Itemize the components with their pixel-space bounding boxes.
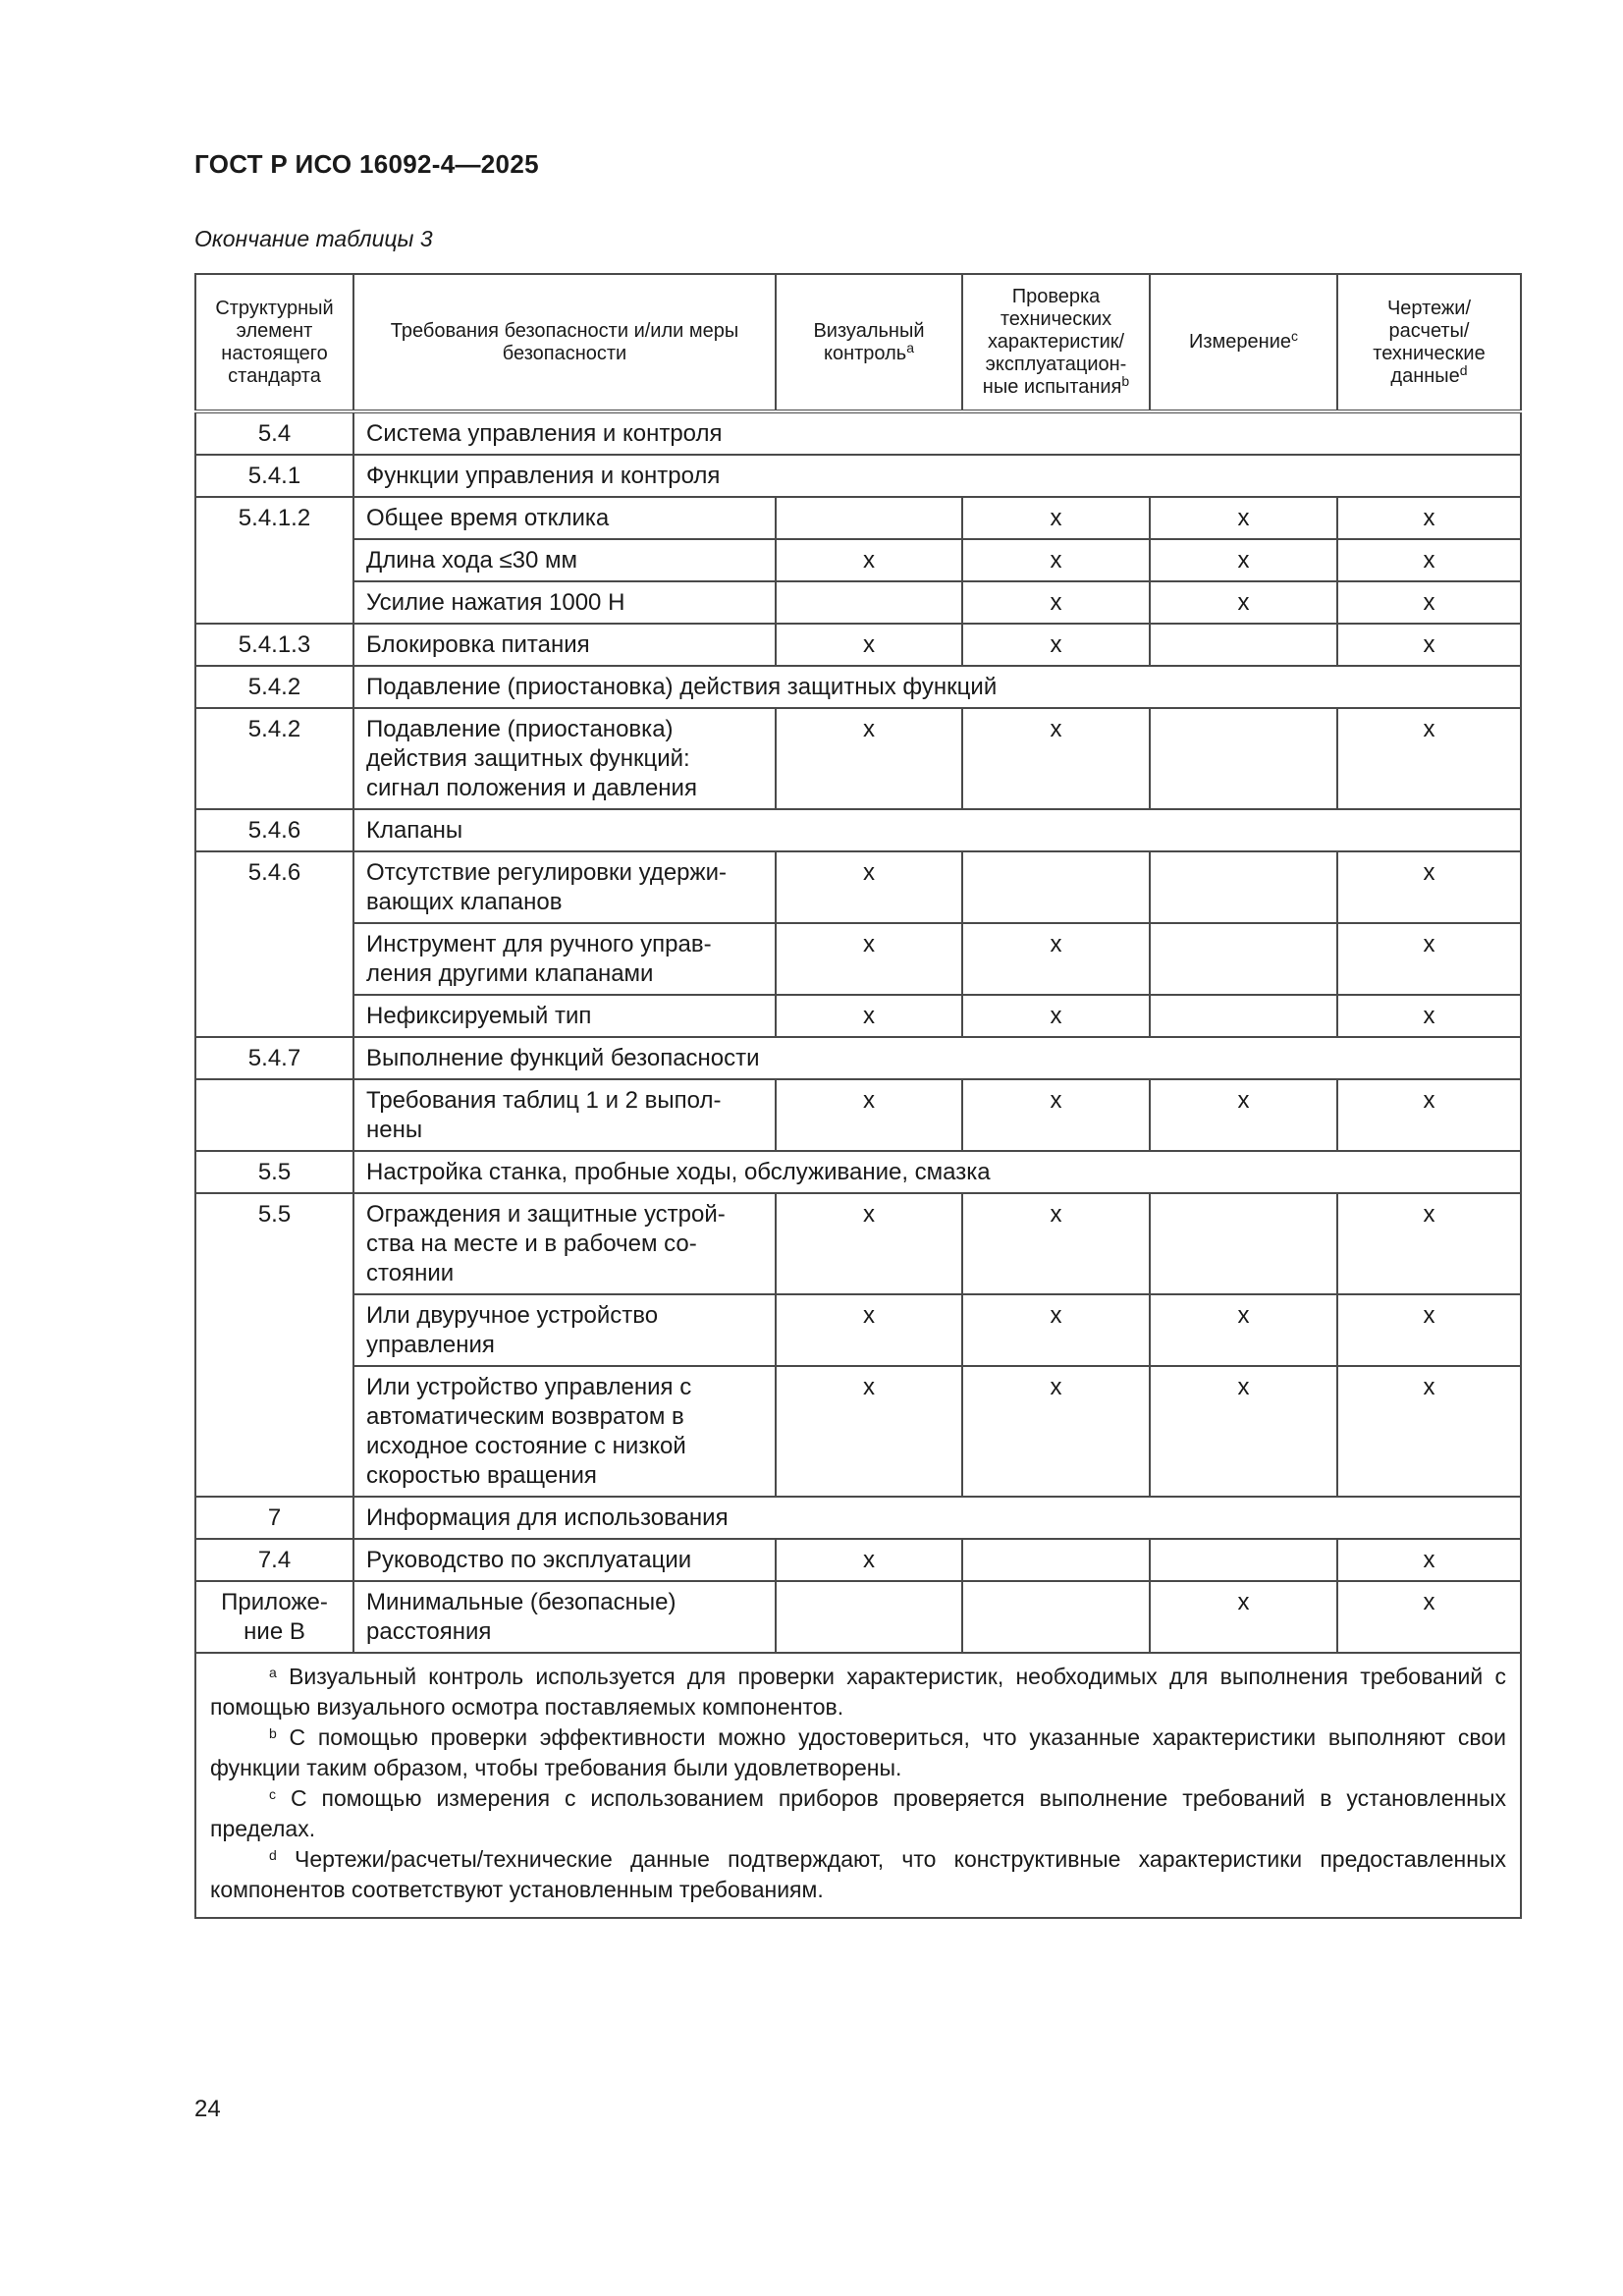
drawings-mark-cell: x — [1337, 497, 1521, 539]
performance-mark-cell: x — [962, 1193, 1150, 1294]
requirement-cell: Нефиксируемый тип — [353, 995, 776, 1037]
section-cell: 5.5 — [195, 1193, 353, 1497]
section-title-cell: Подавление (приостановка) действия защитных функций — [353, 666, 1521, 708]
col-header-performance: Проверка технических характеристик/ эксплуатацион-ные испытания$^b$ — [962, 274, 1150, 411]
table-row — [195, 809, 1521, 851]
table-row — [195, 1294, 1521, 1366]
col-header-section: Структурный элемент настоящего стандарта — [195, 274, 353, 411]
requirements-table — [194, 273, 1522, 1919]
measurement-mark-cell: x — [1150, 539, 1337, 581]
table-row — [195, 411, 1521, 455]
table-row — [195, 1497, 1521, 1539]
table-row — [195, 1581, 1521, 1653]
visual-mark-cell: x — [776, 995, 962, 1037]
drawings-mark-cell: x — [1337, 1193, 1521, 1294]
section-cell: 5.4.6 — [195, 851, 353, 1037]
measurement-mark-cell: x — [1150, 1294, 1337, 1366]
drawings-mark-cell: x — [1337, 581, 1521, 624]
visual-mark-cell — [776, 581, 962, 624]
performance-mark-cell — [962, 1539, 1150, 1581]
table-row — [195, 1193, 1521, 1294]
drawings-mark-cell: x — [1337, 1079, 1521, 1151]
section-cell — [195, 1079, 353, 1151]
visual-mark-cell: x — [776, 1294, 962, 1366]
requirement-cell: Или двуручное устройство управления — [353, 1294, 776, 1366]
section-title-cell: Система управления и контроля — [353, 411, 1521, 455]
document-header: ГОСТ Р ИСО 16092-4—2025 — [194, 149, 539, 179]
drawings-mark-cell: x — [1337, 1539, 1521, 1581]
requirement-cell: Отсутствие регулировки удержи-вающих клапанов — [353, 851, 776, 923]
table-row — [195, 851, 1521, 923]
performance-mark-cell: x — [962, 1366, 1150, 1497]
drawings-mark-cell: x — [1337, 624, 1521, 666]
requirement-cell: Инструмент для ручного управ-ления другими клапанами — [353, 923, 776, 995]
visual-mark-cell: x — [776, 539, 962, 581]
performance-mark-cell — [962, 851, 1150, 923]
col-header-requirements: Требования безопасности и/или меры безопасности — [353, 274, 776, 411]
table-row — [195, 455, 1521, 497]
section-cell: 7 — [195, 1497, 353, 1539]
section-cell: 5.4.1 — [195, 455, 353, 497]
performance-mark-cell: x — [962, 497, 1150, 539]
drawings-mark-cell: x — [1337, 923, 1521, 995]
performance-mark-cell: x — [962, 923, 1150, 995]
section-cell: 5.4.6 — [195, 809, 353, 851]
table-row — [195, 923, 1521, 995]
table-caption: Окончание таблицы 3 — [194, 226, 433, 251]
visual-mark-cell: x — [776, 1366, 962, 1497]
measurement-mark-cell: x — [1150, 581, 1337, 624]
footnotes-row — [195, 1653, 1521, 1918]
visual-mark-cell: x — [776, 624, 962, 666]
table-row — [195, 539, 1521, 581]
visual-mark-cell: x — [776, 1079, 962, 1151]
performance-mark-cell: x — [962, 995, 1150, 1037]
visual-mark-cell: x — [776, 708, 962, 809]
drawings-mark-cell: x — [1337, 539, 1521, 581]
measurement-mark-cell — [1150, 923, 1337, 995]
table-row — [195, 1366, 1521, 1497]
section-title-cell: Выполнение функций безопасности — [353, 1037, 1521, 1079]
performance-mark-cell: x — [962, 539, 1150, 581]
section-cell: 5.4.1.3 — [195, 624, 353, 666]
drawings-mark-cell: x — [1337, 995, 1521, 1037]
visual-mark-cell — [776, 1581, 962, 1653]
requirement-cell: Минимальные (безопасные) расстояния — [353, 1581, 776, 1653]
drawings-mark-cell: x — [1337, 1294, 1521, 1366]
table-row — [195, 581, 1521, 624]
measurement-mark-cell: x — [1150, 1581, 1337, 1653]
footnote: $^c$ С помощью измерения с использованием приборов проверяется выполнение требований в установленных пределах. — [210, 1785, 1506, 1841]
footnotes-cell — [195, 1653, 1521, 1918]
page-number: 24 — [194, 2096, 221, 2122]
requirement-cell: Руководство по эксплуатации — [353, 1539, 776, 1581]
table-row — [195, 666, 1521, 708]
drawings-mark-cell: x — [1337, 851, 1521, 923]
table-row — [195, 1037, 1521, 1079]
requirement-cell: Подавление (приостановка) действия защитных функций: сигнал положения и давления — [353, 708, 776, 809]
performance-mark-cell: x — [962, 581, 1150, 624]
measurement-mark-cell: x — [1150, 1079, 1337, 1151]
performance-mark-cell: x — [962, 1294, 1150, 1366]
section-cell: 5.4.1.2 — [195, 497, 353, 624]
section-title-cell: Информация для использования — [353, 1497, 1521, 1539]
measurement-mark-cell — [1150, 995, 1337, 1037]
section-cell: 7.4 — [195, 1539, 353, 1581]
requirement-cell: Длина хода ≤30 мм — [353, 539, 776, 581]
section-cell: 5.4.2 — [195, 708, 353, 809]
section-cell: 5.4 — [195, 411, 353, 455]
col-header-visual: Визуальный контроль$^a$ — [776, 274, 962, 411]
section-cell: Приложе-ние В — [195, 1581, 353, 1653]
footnote: $^b$ С помощью проверки эффективности можно удостовериться, что указанные характеристики выполняют свои функции таким образом, чтобы требования были удовлетворены. — [210, 1724, 1506, 1780]
measurement-mark-cell — [1150, 624, 1337, 666]
performance-mark-cell: x — [962, 1079, 1150, 1151]
requirement-cell: Усилие нажатия 1000 Н — [353, 581, 776, 624]
requirement-cell: Ограждения и защитные устрой-ства на месте и в рабочем со-стоянии — [353, 1193, 776, 1294]
section-cell: 5.4.7 — [195, 1037, 353, 1079]
footnote: $^a$ Визуальный контроль используется для проверки характеристик, необходимых для выполнения требований с помощью визуального осмотра поставляемых компонентов. — [210, 1664, 1507, 1720]
requirement-cell: Общее время отклика — [353, 497, 776, 539]
measurement-mark-cell: x — [1150, 1366, 1337, 1497]
drawings-mark-cell: x — [1337, 708, 1521, 809]
performance-mark-cell: x — [962, 624, 1150, 666]
section-title-cell: Настройка станка, пробные ходы, обслуживание, смазка — [353, 1151, 1521, 1193]
measurement-mark-cell — [1150, 1193, 1337, 1294]
footnote: $^d$ Чертежи/расчеты/технические данные подтверждают, что конструктивные характеристики предоставленных компонентов соответствуют установленным требованиям. — [210, 1846, 1506, 1902]
col-header-measurement: Измерение$^c$ — [1150, 274, 1337, 411]
table-row — [195, 708, 1521, 809]
table-row — [195, 1151, 1521, 1193]
table-header-row — [195, 274, 1521, 411]
requirement-cell: Требования таблиц 1 и 2 выпол-нены — [353, 1079, 776, 1151]
table-row — [195, 1079, 1521, 1151]
table-row — [195, 995, 1521, 1037]
visual-mark-cell: x — [776, 923, 962, 995]
drawings-mark-cell: x — [1337, 1581, 1521, 1653]
col-header-drawings: Чертежи/ расчеты/ технические данные$^d$ — [1337, 274, 1521, 411]
performance-mark-cell: x — [962, 708, 1150, 809]
section-cell: 5.4.2 — [195, 666, 353, 708]
visual-mark-cell — [776, 497, 962, 539]
section-title-cell: Функции управления и контроля — [353, 455, 1521, 497]
table-row — [195, 624, 1521, 666]
section-title-cell: Клапаны — [353, 809, 1521, 851]
drawings-mark-cell: x — [1337, 1366, 1521, 1497]
measurement-mark-cell — [1150, 708, 1337, 809]
table-row — [195, 1539, 1521, 1581]
performance-mark-cell — [962, 1581, 1150, 1653]
requirement-cell: Блокировка питания — [353, 624, 776, 666]
section-cell: 5.5 — [195, 1151, 353, 1193]
measurement-mark-cell: x — [1150, 497, 1337, 539]
visual-mark-cell: x — [776, 851, 962, 923]
measurement-mark-cell — [1150, 851, 1337, 923]
requirement-cell: Или устройство управления с автоматическим возвратом в исходное состояние с низкой скоростью вращения — [353, 1366, 776, 1497]
measurement-mark-cell — [1150, 1539, 1337, 1581]
visual-mark-cell: x — [776, 1539, 962, 1581]
visual-mark-cell: x — [776, 1193, 962, 1294]
table-row — [195, 497, 1521, 539]
